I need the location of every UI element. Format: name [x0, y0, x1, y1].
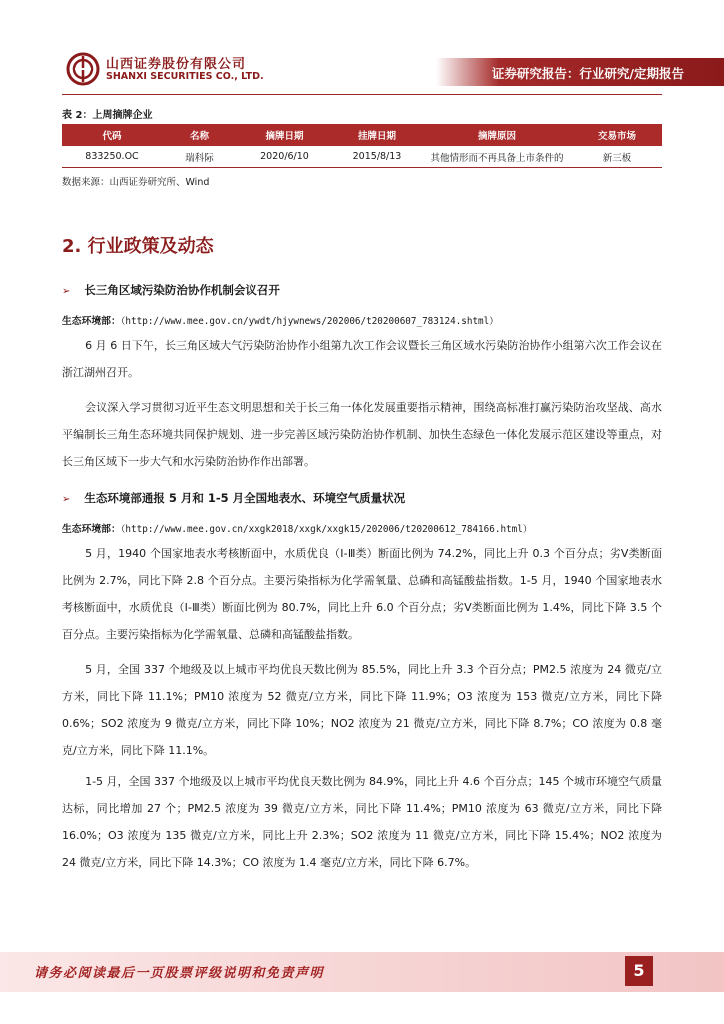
paragraph: 1-5 月，全国 337 个地级及以上城市平均优良天数比例为 84.9%，同比上升 4.6 个百分点；145 个城市环境空气质量达标，同比增加 27 个；PM2.5 浓度为 39 微克/立方米，同比下降 11.4%；PM10 浓度为 63 微克/立方米，同比下降 16.0%；O3 浓度为 135 微克/立方米，同比上升 2.3%；SO2 浓度为 11 微克/立方米，同比下降 15.4%；NO2 浓度为 24 微克/立方米，同比下降 14.3%；CO 浓度为 1.4 毫克/立方米，同比下降 6.7%。: [62, 775, 662, 869]
paragraph: 5 月，1940 个国家地表水考核断面中，水质优良（Ⅰ-Ⅲ类）断面比例为 74.2%，同比上升 0.3 个百分点；劣Ⅴ类断面比例为 2.7%，同比下降 2.8 个百分点。主要污染指标为化学需氧量、总磷和高锰酸盐指数。1-5 月，1940 个国家地表水考核断面中，水质优良（Ⅰ-Ⅲ类）断面比例为 80.7%，同比上升 6.0 个百分点；劣Ⅴ类断面比例为 1.4%，同比下降 3.5 个百分点。主要污染指标为化学需氧量、总磷和高锰酸盐指数。: [62, 547, 662, 641]
cell-reason: 其他情形而不再具备上市条件的: [422, 146, 572, 168]
paragraph: 6 月 6 日下午，长三角区域大气污染防治协作小组第九次工作会议暨长三角区域水污染防治协作小组第六次工作会议在浙江湖州召开。: [62, 339, 662, 379]
cell-name: 瑞科际: [162, 146, 237, 168]
news-heading-2: [62, 490, 405, 506]
company-logo-icon: [66, 52, 100, 86]
report-type-banner: [436, 58, 724, 86]
table-caption: 表 2：上周摘牌企业: [62, 110, 153, 121]
paragraph: 5 月，全国 337 个地级及以上城市平均优良天数比例为 85.5%，同比上升 3.3 个百分点；PM2.5 浓度为 24 微克/立方米，同比下降 11.1%；PM10 浓度为 52 微克/立方米，同比下降 11.9%；O3 浓度为 153 微克/立方米，同比下降 0.6%；SO2 浓度为 9 微克/立方米，同比下降 10%；NO2 浓度为 21 微克/立方米，同比下降 8.7%；CO 浓度为 0.8 毫克/立方米，同比下降 11.1%。: [62, 663, 662, 757]
cell-list-date: 2015/8/13: [332, 146, 422, 168]
section-title: 2. 行业政策及动态: [62, 236, 214, 257]
source-label: 生态环境部：: [62, 524, 121, 535]
delisted-companies-table: [62, 124, 662, 168]
cell-code: 833250.OC: [62, 146, 162, 168]
news-source-1: [62, 313, 499, 327]
page-number: 5: [625, 956, 653, 986]
news-heading-1: [62, 282, 280, 298]
header-divider: [62, 94, 662, 95]
col-header-code: 代码: [62, 124, 162, 146]
table-row: [62, 146, 662, 168]
cell-market: 新三板: [572, 146, 662, 168]
arrow-bullet-icon: ➢: [62, 494, 71, 505]
col-header-reason: 摘牌原因: [422, 124, 572, 146]
paragraph: 会议深入学习贯彻习近平生态文明思想和关于长三角一体化发展重要指示精神，围绕高标准打赢污染防治攻坚战、高水平编制长三角生态环境共同保护规划、进一步完善区域污染防治协作机制、加快生态绿色一体化发展示范区建设等重点，对长三角区域下一步大气和水污染防治协作作出部署。: [62, 401, 662, 468]
arrow-bullet-icon: ➢: [62, 286, 71, 297]
table-data-source: 数据来源：山西证券研究所、Wind: [62, 177, 210, 188]
company-name-en: SHANXI SECURITIES CO., LTD.: [106, 71, 264, 82]
table-header-row: [62, 124, 662, 146]
footer-disclaimer: 请务必阅读最后一页股票评级说明和免责声明: [34, 966, 325, 981]
col-header-delist-date: 摘牌日期: [237, 124, 332, 146]
source-link[interactable]: （http://www.mee.gov.cn/ywdt/hjywnews/202006/t20200607_783124.shtml）: [120, 316, 499, 327]
news-source-2: [62, 521, 532, 535]
news-heading-text: 生态环境部通报 5 月和 1-5 月全国地表水、环境空气质量状况: [84, 491, 406, 505]
report-type-label: 证券研究报告：行业研究/定期报告: [491, 66, 684, 81]
col-header-market: 交易市场: [572, 124, 662, 146]
source-label: 生态环境部：: [62, 316, 121, 327]
news-heading-text: 长三角区域污染防治协作机制会议召开: [84, 283, 280, 297]
cell-delist-date: 2020/6/10: [237, 146, 332, 168]
company-name-cn: 山西证券股份有限公司: [106, 57, 247, 72]
source-link[interactable]: （http://www.mee.gov.cn/xxgk2018/xxgk/xxgk15/202006/t20200612_784166.html）: [120, 524, 533, 535]
col-header-list-date: 挂牌日期: [332, 124, 422, 146]
col-header-name: 名称: [162, 124, 237, 146]
